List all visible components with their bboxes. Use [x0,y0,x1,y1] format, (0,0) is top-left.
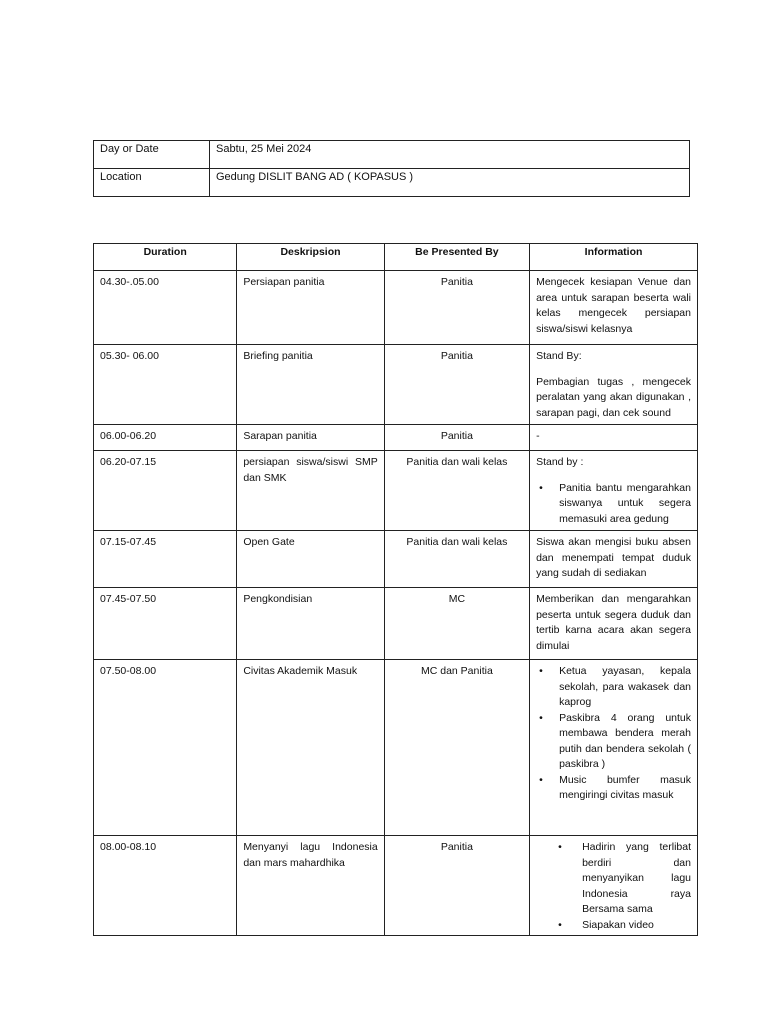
row-information: Mengecek kesiapan Venue dan area untuk sarapan beserta wali kelas mengecek persiapan siswa/siswi kelasnya [530,271,698,345]
list-item: • Siapakan video [582,918,691,934]
date-row [94,141,690,169]
row-duration: 06.00-06.20 [94,425,237,451]
table-row [94,836,698,936]
row-description: Civitas Akademik Masuk [237,660,384,836]
row-presenter: Panitia dan wali kelas [384,531,529,588]
location-label: Location [94,169,210,197]
header-information: Information [530,244,698,271]
row-information [530,451,698,531]
table-row [94,451,698,531]
row-description: Briefing panitia [237,345,384,425]
info-bullet-list [536,664,691,804]
table-row [94,425,698,451]
row-presenter: Panitia [384,271,529,345]
schedule-table [93,243,698,936]
row-description: Pengkondisian [237,588,384,660]
row-duration: 08.00-08.10 [94,836,237,936]
row-presenter: MC [384,588,529,660]
row-duration: 07.50-08.00 [94,660,237,836]
date-label: Day or Date [94,141,210,169]
row-description: Menyanyi lagu Indonesia dan mars mahardhika [237,836,384,936]
row-presenter: Panitia [384,345,529,425]
location-row [94,169,690,197]
row-duration: 07.15-07.45 [94,531,237,588]
info-paragraph: Stand by : [536,456,584,468]
location-value: Gedung DISLIT BANG AD ( KOPASUS ) [210,169,690,197]
list-item: • Panitia bantu mengarahkan siswanya untuk segera memasuki area gedung [559,481,691,528]
table-row [94,531,698,588]
row-description: Sarapan panitia [237,425,384,451]
list-item: • Ketua yayasan, kepala sekolah, para wakasek dan kaprog [559,664,691,711]
row-presenter: MC dan Panitia [384,660,529,836]
schedule-header-row [94,244,698,271]
date-value: Sabtu, 25 Mei 2024 [210,141,690,169]
row-information: Memberikan dan mengarahkan peserta untuk segera duduk dan tertib karna acara akan segera dimulai [530,588,698,660]
row-presenter: Panitia dan wali kelas [384,451,529,531]
row-description: Persiapan panitia [237,271,384,345]
row-duration: 07.45-07.50 [94,588,237,660]
row-presenter: Panitia [384,836,529,936]
table-row [94,588,698,660]
row-information [530,660,698,836]
info-paragraph: Stand By: [536,350,582,362]
row-duration: 06.20-07.15 [94,451,237,531]
row-duration: 05.30- 06.00 [94,345,237,425]
header-presenter: Be Presented By [384,244,529,271]
info-paragraph: Pembagian tugas , mengecek peralatan yang akan digunakan , sarapan pagi, dan cek sound [536,375,691,419]
table-row [94,660,698,836]
header-description: Deskripsion [237,244,384,271]
row-information: Siswa akan mengisi buku absen dan menempati tempat duduk yang sudah di sediakan [530,531,698,588]
row-duration: 04.30-.05.00 [94,271,237,345]
row-description: Open Gate [237,531,384,588]
table-row [94,345,698,425]
list-item: • Music bumfer masuk mengiringi civitas masuk [559,773,691,804]
list-item: • Hadirin yang terlibat berdiri dan menyanyikan lagu Indonesia raya Bersama sama [582,840,691,918]
row-description: persiapan siswa/siswi SMP dan SMK [237,451,384,531]
row-information: - [530,425,698,451]
list-item: • Paskibra 4 orang untuk membawa bendera merah putih dan bendera sekolah ( paskibra ) [559,711,691,773]
info-bullet-list [536,840,691,933]
event-info-table [93,140,690,197]
info-bullet-list [536,481,691,528]
header-duration: Duration [94,244,237,271]
row-information [530,345,698,425]
row-information [530,836,698,936]
row-presenter: Panitia [384,425,529,451]
table-row [94,271,698,345]
